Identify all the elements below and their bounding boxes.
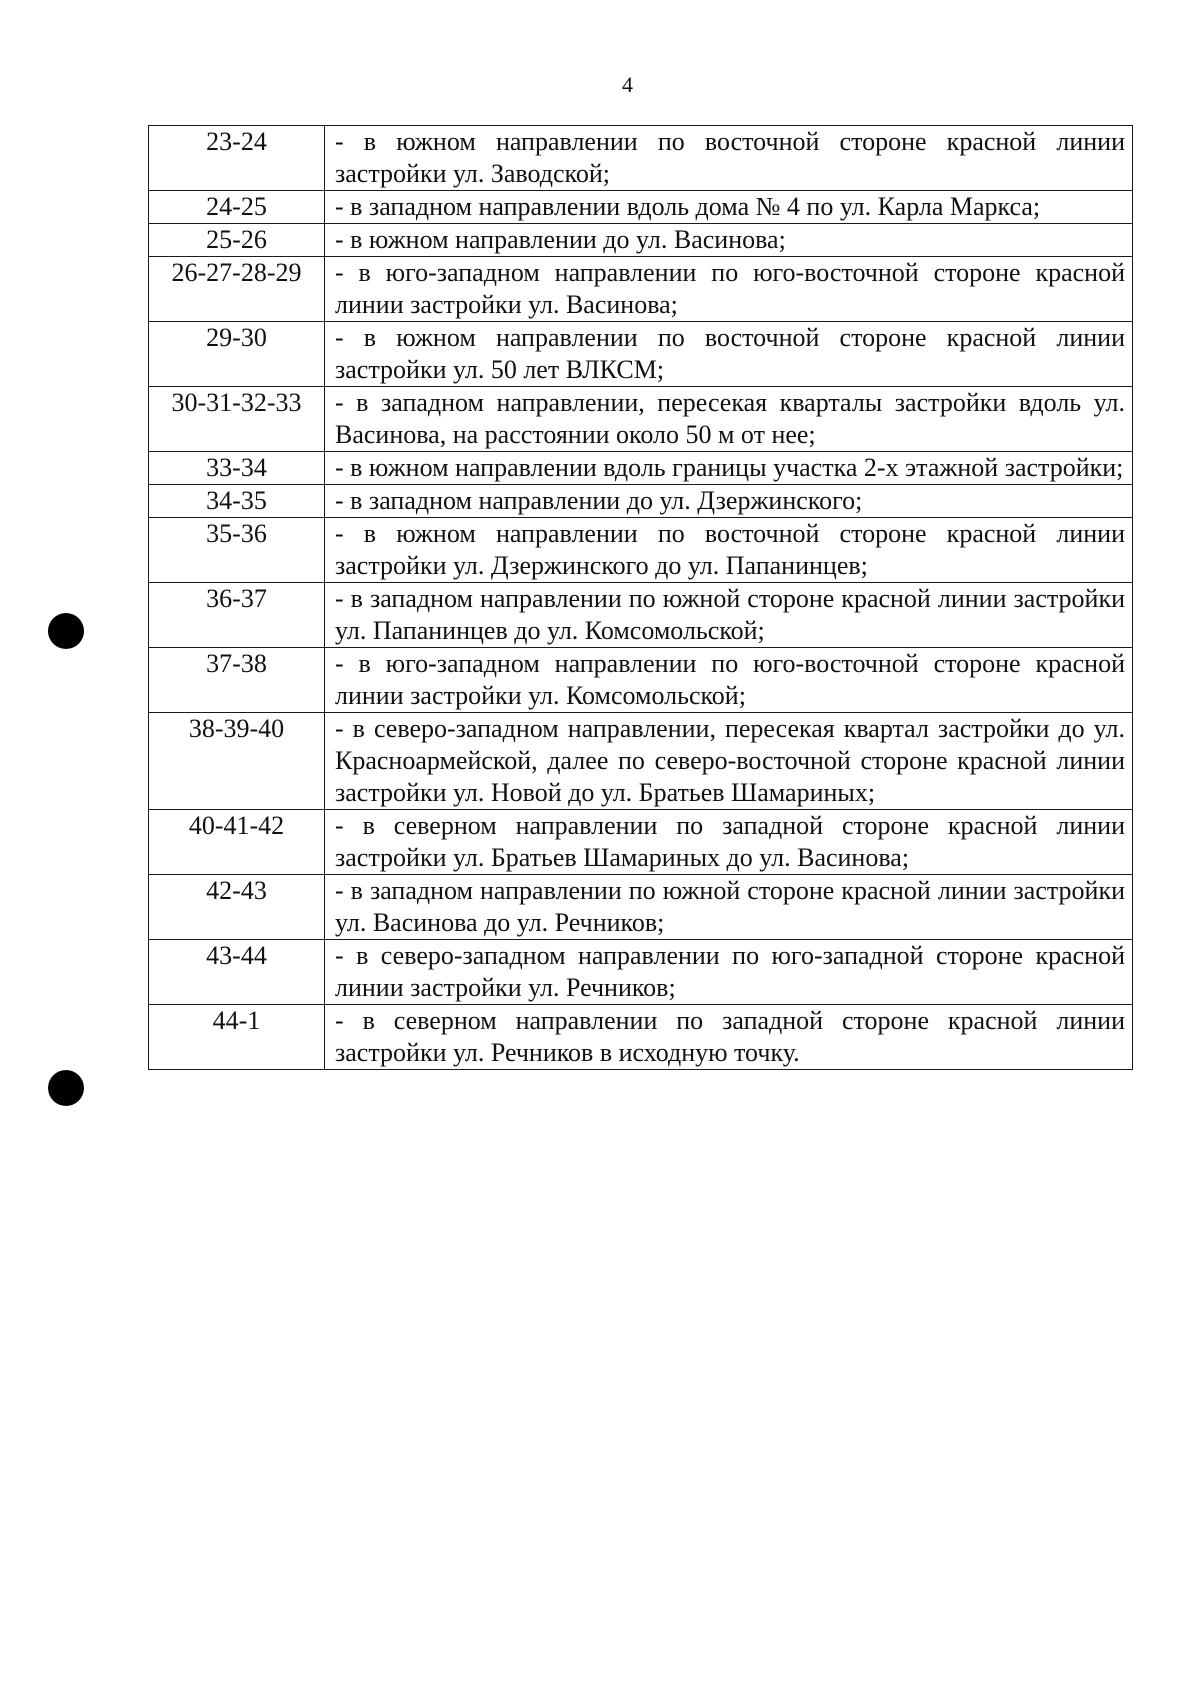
page-number: 4 [622, 72, 633, 97]
route-table [148, 125, 1133, 1070]
description-cell: - в западном направлении по южной стороне красной линии застройки ул. Васинова до ул. Речников; [325, 875, 1133, 940]
segment-cell: 23-24 [149, 126, 325, 191]
description-cell: - в юго-западном направлении по юго-восточной стороне красной линии застройки ул. Комсомольской; [325, 648, 1133, 713]
description-cell: - в западном направлении до ул. Дзержинского; [325, 485, 1133, 518]
segment-cell: 42-43 [149, 875, 325, 940]
segment-cell: 29-30 [149, 322, 325, 387]
segment-cell: 25-26 [149, 224, 325, 257]
segment-cell: 26-27-28-29 [149, 257, 325, 322]
table-row [149, 257, 1133, 322]
table-row [149, 583, 1133, 648]
segment-cell: 36-37 [149, 583, 325, 648]
description-cell: - в западном направлении, пересекая кварталы застройки вдоль ул. Васинова, на расстоянии около 50 м от нее; [325, 387, 1133, 452]
table-row [149, 387, 1133, 452]
table-row [149, 452, 1133, 485]
segment-cell: 30-31-32-33 [149, 387, 325, 452]
description-cell: - в северном направлении по западной стороне красной линии застройки ул. Речников в исходную точку. [325, 1005, 1133, 1070]
segment-cell: 40-41-42 [149, 810, 325, 875]
table-row [149, 485, 1133, 518]
table-row [149, 518, 1133, 583]
table-row [149, 810, 1133, 875]
table-row [149, 322, 1133, 387]
description-cell: - в южном направлении по восточной стороне красной линии застройки ул. Дзержинского до ул. Папанинцев; [325, 518, 1133, 583]
segment-cell: 44-1 [149, 1005, 325, 1070]
segment-cell: 24-25 [149, 191, 325, 224]
table-row [149, 126, 1133, 191]
punch-hole-lower [48, 1070, 84, 1106]
segment-cell: 37-38 [149, 648, 325, 713]
segment-cell: 33-34 [149, 452, 325, 485]
segment-cell: 35-36 [149, 518, 325, 583]
table-row [149, 191, 1133, 224]
table-row [149, 1005, 1133, 1070]
description-cell: - в северо-западном направлении по юго-западной стороне красной линии застройки ул. Речников; [325, 940, 1133, 1005]
description-cell: - в северо-западном направлении, пересекая квартал застройки до ул. Красноармейской, далее по северо-восточной стороне красной линии застройки ул. Новой до ул. Братьев Шамариных; [325, 713, 1133, 810]
segment-cell: 43-44 [149, 940, 325, 1005]
segment-cell: 38-39-40 [149, 713, 325, 810]
table-row [149, 648, 1133, 713]
description-cell: - в южном направлении до ул. Васинова; [325, 224, 1133, 257]
punch-hole-upper [48, 613, 84, 649]
table-row [149, 224, 1133, 257]
table-row [149, 713, 1133, 810]
description-cell: - в северном направлении по западной стороне красной линии застройки ул. Братьев Шамариных до ул. Васинова; [325, 810, 1133, 875]
description-cell: - в южном направлении по восточной стороне красной линии застройки ул. Заводской; [325, 126, 1133, 191]
description-cell: - в западном направлении по южной стороне красной линии застройки ул. Папанинцев до ул. Комсомольской; [325, 583, 1133, 648]
description-cell: - в южном направлении вдоль границы участка 2-х этажной застройки; [325, 452, 1133, 485]
description-cell: - в западном направлении вдоль дома № 4 по ул. Карла Маркса; [325, 191, 1133, 224]
description-cell: - в юго-западном направлении по юго-восточной стороне красной линии застройки ул. Васинова; [325, 257, 1133, 322]
segment-cell: 34-35 [149, 485, 325, 518]
description-cell: - в южном направлении по восточной стороне красной линии застройки ул. 50 лет ВЛКСМ; [325, 322, 1133, 387]
table-row [149, 940, 1133, 1005]
table-row [149, 875, 1133, 940]
